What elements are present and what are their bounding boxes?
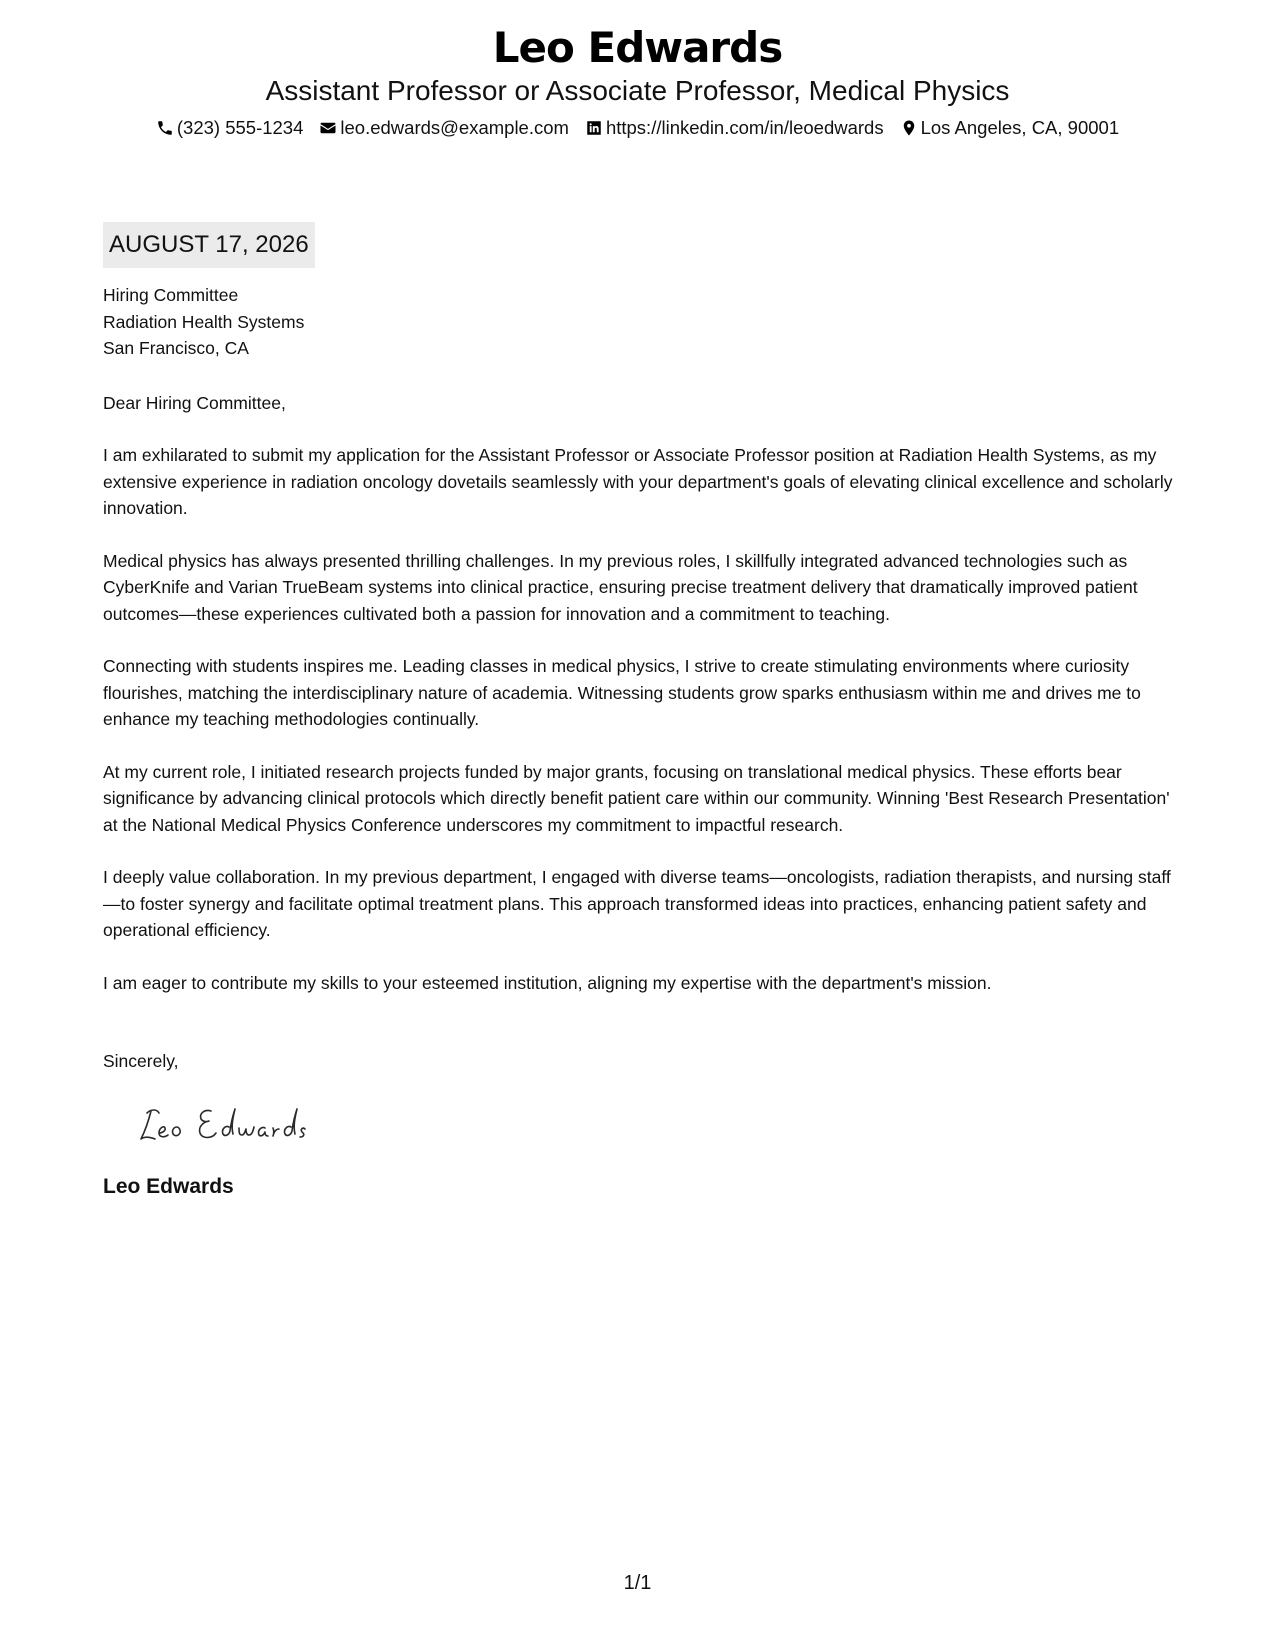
applicant-name: Leo Edwards xyxy=(492,23,783,72)
map-pin-icon xyxy=(900,119,918,137)
contact-linkedin[interactable] xyxy=(585,116,884,140)
letter-date: AUGUST 17, 2026 xyxy=(103,222,315,268)
signer-name: Leo Edwards xyxy=(103,1174,234,1198)
body-paragraph: Medical physics has always presented thrilling challenges. In my previous roles, I skillfully integrated advanced technologies such as CyberKnife and Varian TrueBeam systems into clinical practice, ensuring precise treatment delivery that dramatically improved patient outcomes—these experiences cultivated both a passion for innovation and a commitment to teaching. xyxy=(103,550,1138,624)
letter-header xyxy=(0,22,1275,140)
body-paragraph: I deeply value collaboration. In my previous department, I engaged with diverse teams—oncologists, radiation therapists, and nursing staff—to foster synergy and facilitate optimal treatment plans. This approach transformed ideas into practices, enhancing patient safety and operational efficiency. xyxy=(103,867,1171,940)
contact-bar xyxy=(0,116,1275,140)
closing: Sincerely, xyxy=(103,1051,179,1071)
recipient-block xyxy=(103,282,1173,362)
phone-text: (323) 555-1234 xyxy=(176,117,304,138)
letter-body xyxy=(103,222,1173,1201)
linkedin-icon xyxy=(585,119,603,137)
recipient-line: Radiation Health Systems xyxy=(103,311,305,332)
body-paragraph: I am exhilarated to submit my application for the Assistant Professor or Associate Professor position at Radiation Health Systems, as my extensive experience in radiation oncology dovetails seamlessly with your department's goals of elevating clinical excellence and scholarly innovation. xyxy=(103,445,1173,518)
recipient-line: Hiring Committee xyxy=(103,285,239,305)
email-text: leo.edwards@example.com xyxy=(340,117,569,138)
salutation: Dear Hiring Committee, xyxy=(103,392,286,413)
contact-phone[interactable] xyxy=(156,116,304,140)
contact-location[interactable] xyxy=(900,116,1120,140)
envelope-icon xyxy=(319,119,337,137)
recipient-line: San Francisco, CA xyxy=(103,338,249,358)
body-paragraph: I am eager to contribute my skills to your esteemed institution, aligning my expertise with the department's mission. xyxy=(103,972,992,993)
handwritten-signature xyxy=(133,1097,1173,1157)
body-paragraph: At my current role, I initiated research projects funded by major grants, focusing on translational medical physics. These efforts bear significance by advancing clinical protocols which directly benefit patient care within our community. Winning 'Best Research Presentation' at the National Medical Physics Conference underscores my commitment to impactful research. xyxy=(103,761,1170,835)
job-title: Assistant Professor or Associate Professor, Medical Physics xyxy=(265,75,1010,106)
contact-email[interactable] xyxy=(319,116,569,140)
phone-icon xyxy=(156,119,174,137)
linkedin-text: https://linkedin.com/in/leoedwards xyxy=(605,117,884,138)
page-number: 1/1 xyxy=(623,1572,652,1594)
body-paragraph: Connecting with students inspires me. Leading classes in medical physics, I strive to create stimulating environments where curiosity flourishes, matching the interdisciplinary nature of academia. Witnessing students grow sparks enthusiasm within me and drives me to enhance my teaching methodologies continually. xyxy=(103,656,1141,729)
location-text: Los Angeles, CA, 90001 xyxy=(920,117,1120,138)
